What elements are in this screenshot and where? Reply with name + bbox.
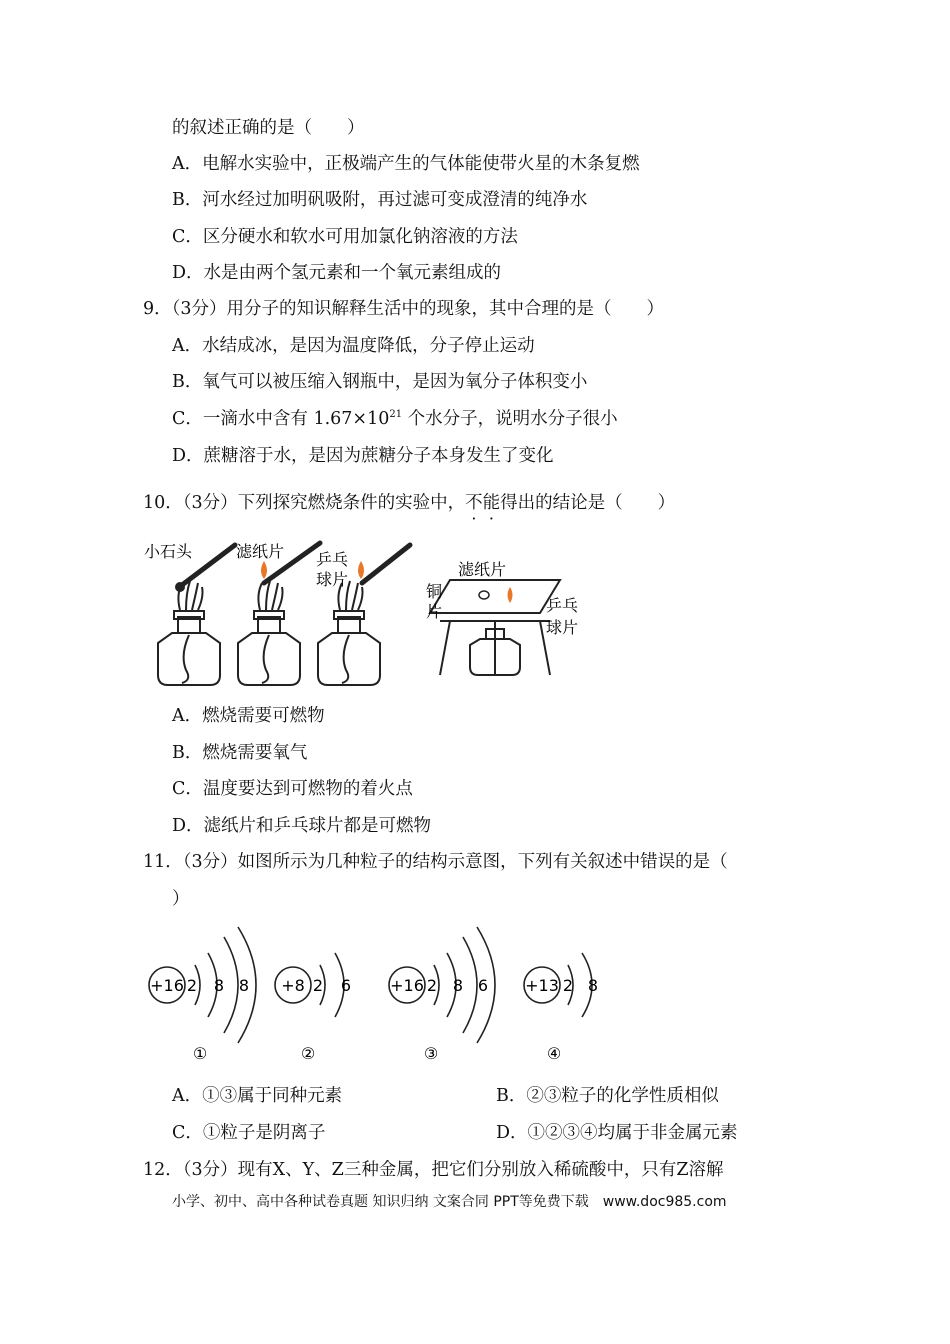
particle3-shell3: 6 [477, 976, 489, 995]
q8-option-d: D．水是由两个氢元素和一个氧元素组成的 [172, 263, 502, 283]
particle4-label: ④ [546, 1044, 562, 1063]
q8-stem-tail: 的叙述正确的是（ ） [172, 118, 365, 138]
q9-option-d: D．蔗糖溶于水，是因为蔗糖分子本身发生了变化 [172, 446, 554, 466]
particle1-nucleus: +16 [150, 976, 184, 995]
particle2-shell2: 6 [340, 976, 352, 995]
q10-stem: 10．（3分）下列探究燃烧条件的实验中，不能得出的结论是（ ） [143, 493, 676, 513]
q10-option-d: D．滤纸片和乒乓球片都是可燃物 [172, 816, 432, 836]
q9-option-c: C．一滴水中含有 $1.67\times 10^{21}$ 个水分子，说明水分子很小 [172, 409, 618, 429]
particle3-shell1: 2 [426, 976, 438, 995]
particle2-nucleus: +8 [281, 976, 305, 995]
particle3-nucleus: +16 [390, 976, 424, 995]
q9-option-b: B．氧气可以被压缩入钢瓶中，是因为氧分子体积变小 [172, 372, 588, 392]
particle1-shell3: 8 [238, 976, 250, 995]
q11-stem-cont: ） [172, 889, 190, 909]
particle1-shell1: 2 [186, 976, 198, 995]
particle3-shell2: 8 [452, 976, 464, 995]
particle-structure-figure [140, 925, 640, 1074]
label-pingpong-3: 乒乓 [546, 596, 579, 615]
particle4-shell1: 2 [562, 976, 574, 995]
q8-option-c: C．区分硬水和软水可用加氯化钠溶液的方法 [172, 227, 518, 247]
q11-stem: 11．（3分）如图所示为几种粒子的结构示意图，下列有关叙述中错误的是（ [143, 852, 728, 872]
q11-option-c: C．①粒子是阴离子 [172, 1123, 326, 1143]
particle3-label: ③ [423, 1044, 439, 1063]
q10-option-c: C．温度要达到可燃物的着火点 [172, 779, 413, 799]
particle1-shell2: 8 [213, 976, 225, 995]
label-pingpong-2: 球片 [316, 570, 349, 589]
particle1-label: ① [192, 1044, 208, 1063]
q8-option-b: B．河水经过加明矾吸附，再过滤可变成澄清的纯净水 [172, 190, 588, 210]
label-pingpong-1: 乒乓 [316, 550, 349, 569]
label-copper-2: 片 [426, 602, 443, 621]
particle2-shell1: 2 [312, 976, 324, 995]
q8-option-a: A．电解水实验中，正极端产生的气体能使带火星的木条复燃 [172, 154, 640, 174]
q9-stem: 9．（3分）用分子的知识解释生活中的现象，其中合理的是（ ） [143, 299, 665, 319]
q11-option-d: D．①②③④均属于非金属元素 [496, 1123, 738, 1143]
q10-option-b: B．燃烧需要氧气 [172, 743, 308, 763]
label-filter-paper: 滤纸片 [236, 542, 285, 561]
emphasis-dot-char: 不 [465, 493, 483, 513]
particle4-shell2: 8 [587, 976, 599, 995]
emphasis-dot-char: 能 [482, 493, 501, 513]
combustion-experiment-figure [140, 535, 600, 699]
q11-option-a: A．①③属于同种元素 [172, 1086, 343, 1106]
q11-option-b: B．②③粒子的化学性质相似 [496, 1086, 719, 1106]
label-pingpong-4: 球片 [546, 618, 579, 637]
q9-option-a: A．水结成冰，是因为温度降低，分子停止运动 [172, 336, 535, 356]
label-filter-paper-2: 滤纸片 [458, 560, 507, 579]
particle4-nucleus: +13 [525, 976, 559, 995]
q12-stem: 12．（3分）现有X、Y、Z三种金属，把它们分别放入稀硫酸中，只有Z溶解 [143, 1160, 724, 1180]
page-footer: 小学、初中、高中各种试卷真题 知识归纳 文案合同 PPT等免费下载 www.doc985.com [172, 1194, 727, 1210]
label-copper-1: 铜 [426, 582, 443, 601]
q10-option-a: A．燃烧需要可燃物 [172, 706, 325, 726]
particle2-label: ② [300, 1044, 316, 1063]
label-stone: 小石头 [144, 542, 193, 561]
